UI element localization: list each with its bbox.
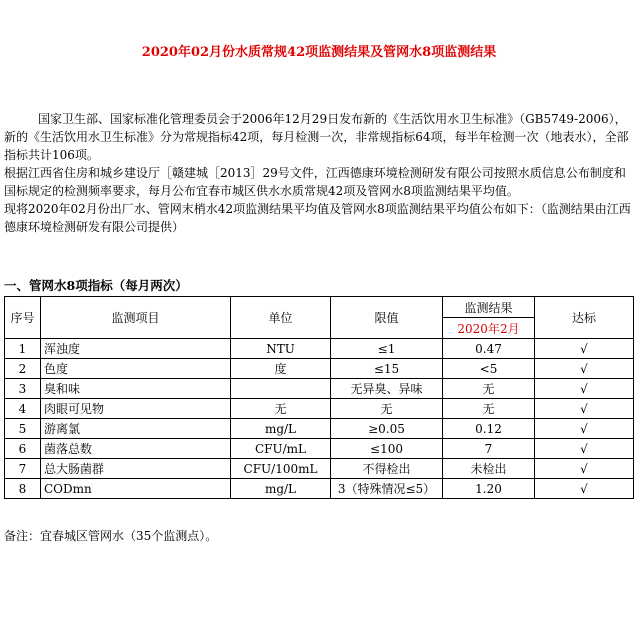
cell-unit: mg/L: [231, 419, 331, 439]
header-result-period: 2020年2月: [443, 318, 535, 339]
cell-seq: 2: [5, 359, 41, 379]
header-seq: 序号: [5, 297, 41, 339]
cell-seq: 7: [5, 459, 41, 479]
cell-pass: √: [535, 399, 634, 419]
cell-pass: √: [535, 439, 634, 459]
header-unit: 单位: [231, 297, 331, 339]
cell-result: 无: [443, 399, 535, 419]
table-row: [5, 359, 634, 379]
cell-result: 0.12: [443, 419, 535, 439]
header-limit: 限值: [331, 297, 443, 339]
cell-seq: 8: [5, 479, 41, 499]
page-title: 2020年02月份水质常规42项监测结果及管网水8项监测结果: [141, 45, 497, 60]
cell-pass: √: [535, 419, 634, 439]
section-title: 一、管网水8项指标（每月两次）: [4, 278, 188, 293]
cell-result: 1.20: [443, 479, 535, 499]
cell-pass: √: [535, 379, 634, 399]
cell-seq: 5: [5, 419, 41, 439]
cell-limit: 无: [331, 399, 443, 419]
cell-item: 游离氯: [41, 419, 231, 439]
cell-result: <5: [443, 359, 535, 379]
cell-result: 0.47: [443, 339, 535, 359]
cell-unit: 无: [231, 399, 331, 419]
cell-limit: 无异臭、异味: [331, 379, 443, 399]
cell-item: 臭和味: [41, 379, 231, 399]
table-row: [5, 379, 634, 399]
header-item: 监测项目: [41, 297, 231, 339]
cell-item: 肉眼可见物: [41, 399, 231, 419]
intro-paragraph: 国家卫生部、国家标准化管理委员会于2006年12月29日发布新的《生活饮用水卫生标准》（GB5749-2006），新的《生活饮用水卫生标准》分为常规指标42项，每月检测一次，非常规指标64项，每半年检测一次（地表水），全部指标共计106项。: [4, 112, 629, 162]
cell-pass: √: [535, 339, 634, 359]
table-row: [5, 439, 634, 459]
cell-item: 菌落总数: [41, 439, 231, 459]
cell-seq: 4: [5, 399, 41, 419]
cell-result: 未检出: [443, 459, 535, 479]
cell-pass: √: [535, 459, 634, 479]
cell-limit: ≤1: [331, 339, 443, 359]
cell-unit: CFU/mL: [231, 439, 331, 459]
cell-unit: CFU/100mL: [231, 459, 331, 479]
cell-item: 浑浊度: [41, 339, 231, 359]
cell-limit: 不得检出: [331, 459, 443, 479]
table-row: [5, 339, 634, 359]
results-table: [4, 296, 634, 499]
header-pass: 达标: [535, 297, 634, 339]
cell-limit: 3（特殊情况≤5）: [331, 479, 443, 499]
header-result: 监测结果: [443, 297, 535, 318]
table-row: [5, 419, 634, 439]
cell-limit: ≤15: [331, 359, 443, 379]
cell-item: 总大肠菌群: [41, 459, 231, 479]
cell-seq: 3: [5, 379, 41, 399]
cell-unit: [231, 379, 331, 399]
cell-pass: √: [535, 359, 634, 379]
footnote: 备注：宜春城区管网水（35个监测点）。: [4, 529, 218, 543]
cell-seq: 1: [5, 339, 41, 359]
cell-item: CODmn: [41, 479, 231, 499]
table-header-row: [5, 297, 634, 318]
cell-unit: 度: [231, 359, 331, 379]
cell-seq: 6: [5, 439, 41, 459]
table-row: [5, 479, 634, 499]
cell-unit: mg/L: [231, 479, 331, 499]
cell-result: 7: [443, 439, 535, 459]
cell-item: 色度: [41, 359, 231, 379]
intro-paragraph: 根据江西省住房和城乡建设厅［赣建城［2013］29号文件，江西德康环境检测研发有限公司按照水质信息公布制度和国标规定的检测频率要求，每月公布宜春市城区供水水质常规42项及管网水8项监测结果平均值。: [4, 166, 626, 198]
cell-limit: ≥0.05: [331, 419, 443, 439]
cell-pass: √: [535, 479, 634, 499]
table-row: [5, 399, 634, 419]
cell-result: 无: [443, 379, 535, 399]
intro-paragraph: 现将2020年02月份出厂水、管网末梢水42项监测结果平均值及管网水8项监测结果平均值公布如下：（监测结果由江西德康环境检测研发有限公司提供）: [4, 202, 631, 234]
cell-limit: ≤100: [331, 439, 443, 459]
intro-text: [4, 110, 632, 236]
table-row: [5, 459, 634, 479]
cell-unit: NTU: [231, 339, 331, 359]
